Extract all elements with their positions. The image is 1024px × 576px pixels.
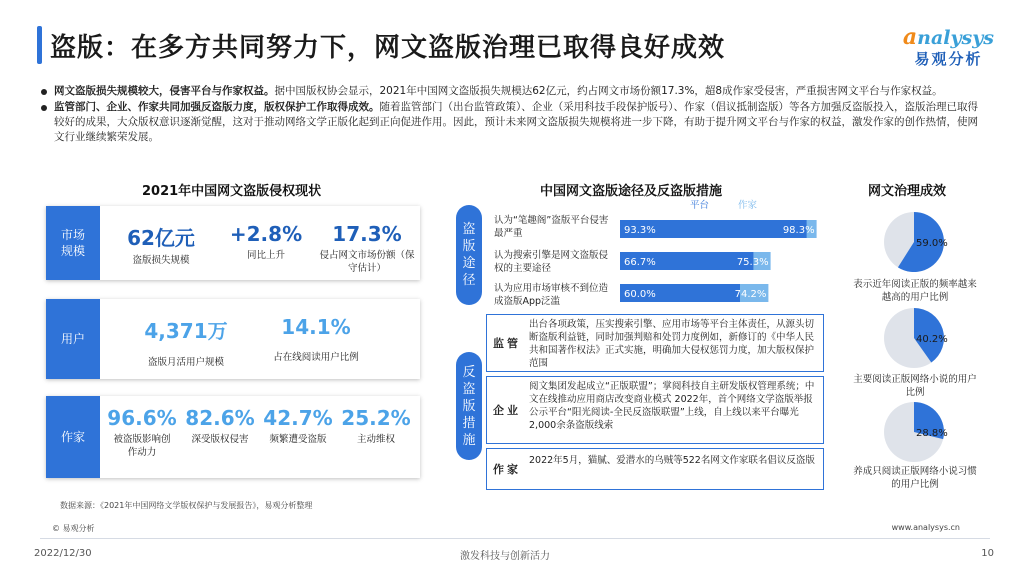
stat-loss-scale-label: 盗版损失规模	[132, 255, 190, 266]
stat-author-motivation	[102, 406, 182, 459]
pie-label-1: 表示近年阅读正版的频率越来越高的用户比例	[853, 279, 977, 303]
market-scale-card	[46, 206, 420, 280]
bullet-1-bold: 网文盗版损失规模较大，侵害平台与作家权益。	[54, 85, 275, 97]
legend-author: 作家	[738, 200, 758, 211]
stat-market-share-value: 17.3%	[332, 222, 402, 246]
logo-english-rest: nalysys	[917, 27, 994, 49]
copyright: © 易观分析	[52, 524, 95, 533]
stat-author-frequent-label: 频繁遭受盗版	[269, 434, 327, 445]
middle-section-title: 中国网文盗版途径及反盗版措施	[540, 184, 723, 199]
measure-regulator	[486, 314, 824, 372]
authors-tag: 作家	[46, 396, 100, 478]
bar-platform-label-3: 60.0%	[624, 289, 656, 300]
measure-enterprise-tag: 企业	[493, 404, 521, 417]
bar-author-label-1: 98.3%	[782, 225, 815, 236]
piracy-route-bar-chart	[620, 196, 830, 308]
footer-slogan: 激发科技与创新活力	[460, 551, 550, 562]
bullet-2-bold: 监管部门、企业、作家共同加强反盗版力度，版权保护工作取得成效。	[54, 101, 380, 113]
data-source: 数据来源：《2021年中国网络文学版权保护与发展报告》，易观分析整理	[60, 501, 313, 510]
summary-bullets	[40, 84, 980, 146]
bar-platform-label-2: 66.7%	[624, 257, 656, 268]
route-label-1: 认为“笔趣阁”盗版平台侵害最严重	[494, 215, 609, 239]
pie-label-2: 主要阅读正版网络小说的用户比例	[853, 374, 977, 398]
market-scale-tag: 市场规模	[46, 206, 100, 280]
bullet-2-text: 随着监管部门（出台监管政策）、企业（采用科技手段保护版号）、作家（倡议抵制盗版）等各方加强反盗版投入，盗版治理已取得较好的成果，大众版权意识逐渐觉醒，这对于推动网络文学正版化起到正向促进作用。因此，预计未来网文盗版损失规模将进一步下降，有助于提升网文平台与作家的权益，激发作家的创作热情，使网文行业继续繁荣发展。	[54, 101, 978, 143]
bullet-1	[40, 84, 980, 99]
legend-platform: 平台	[690, 200, 710, 211]
governance-pie-charts	[870, 210, 970, 470]
route-label-3: 认为应用市场审核不到位造成盗版App泛滥	[494, 283, 609, 307]
stat-author-infringed-value: 82.6%	[185, 406, 255, 430]
measure-regulator-text: 出台各项政策，压实搜索引擎、应用市场等平台主体责任，从源头切断盗版利益链，同时加强判赔和处罚力度例如，新修订的《中华人民共和国著作权法》正式实施，明确加大侵权惩罚力度，加大版权保护范围	[529, 319, 815, 369]
page-title: 盗版：在多方共同努力下，网文盗版治理已取得良好成效	[50, 33, 726, 63]
stat-pirate-ratio-label: 占在线阅读用户比例	[273, 352, 359, 363]
stat-author-motivation-label: 被盗版影响创作动力	[113, 434, 171, 458]
stat-yoy-label: 同比上升	[246, 250, 285, 261]
page-number: 10	[981, 548, 994, 559]
bullet-2	[40, 100, 980, 145]
anti-piracy-tag: 反盗版措施	[456, 352, 482, 460]
pie-value-2: 40.2%	[916, 334, 948, 345]
stat-author-defend-label: 主动维权	[356, 434, 395, 445]
title-accent-bar	[37, 26, 42, 64]
stat-loss-scale	[106, 222, 216, 267]
stat-yoy	[216, 222, 316, 262]
footer-divider	[40, 538, 990, 539]
logo-chinese: 易观分析	[914, 50, 983, 68]
analysys-logo	[903, 24, 994, 69]
stat-yoy-value: +2.8%	[229, 222, 303, 246]
stat-author-infringed-label: 深受版权侵害	[191, 434, 249, 445]
bar-author-label-3: 74.2%	[734, 289, 767, 300]
authors-card	[46, 396, 420, 478]
stat-market-share-label: 侵占网文市场份额（保守估计）	[319, 250, 415, 274]
measure-author-text: 2022年5月，猫腻、爱潜水的乌贼等522名网文作家联名倡议反盗版	[529, 455, 815, 466]
right-section-title: 网文治理成效	[868, 184, 947, 199]
pie-value-3: 28.8%	[916, 428, 948, 439]
piracy-route-tag: 盗版途径	[456, 205, 482, 305]
stat-pirate-ratio-value: 14.1%	[281, 315, 351, 339]
bar-platform-label-1: 93.3%	[624, 225, 656, 236]
stat-author-defend-value: 25.2%	[341, 406, 411, 430]
website: www.analysys.cn	[891, 523, 960, 532]
logo-english	[903, 24, 994, 50]
pie-label-3: 养成只阅读正版网络小说习惯的用户比例	[853, 466, 977, 490]
measure-enterprise-text: 阅文集团发起成立“正版联盟”；掌阅科技自主研发版权管理系统；中文在线推动应用商店改变商业模式 2022年，首个网络文学盗版举报公示平台“阳光阅读-全民反盗版联盟”上线，自上线以来平台曝光2,000余条盗版线索	[529, 381, 815, 431]
stat-author-frequent-value: 42.7%	[263, 406, 333, 430]
measure-author-tag: 作家	[493, 463, 521, 476]
measure-enterprise	[486, 376, 824, 444]
stat-pirate-mau-value: 4,371万	[144, 319, 228, 343]
bar-author-label-2: 75.3%	[736, 257, 769, 268]
stat-author-frequent	[258, 406, 338, 446]
left-section-title: 2021年中国网文盗版侵权现状	[142, 184, 322, 199]
stat-pirate-ratio	[246, 315, 386, 364]
stat-author-infringed	[180, 406, 260, 446]
stat-pirate-mau	[116, 315, 256, 369]
stat-author-defend	[336, 406, 416, 446]
route-label-2: 认为搜索引擎是网文盗版侵权的主要途径	[494, 250, 609, 274]
measure-author	[486, 448, 824, 490]
report-date: 2022/12/30	[34, 548, 92, 559]
measure-regulator-tag: 监管	[493, 337, 521, 350]
pie-value-1: 59.0%	[916, 238, 948, 249]
logo-english-first: a	[902, 24, 918, 50]
stat-market-share	[318, 222, 416, 275]
users-card	[46, 299, 420, 379]
stat-pirate-mau-label: 盗版月活用户规模	[147, 357, 224, 368]
users-tag: 用户	[46, 299, 100, 379]
stat-loss-scale-value: 62亿元	[127, 226, 195, 250]
bullet-1-text: 据中国版权协会显示，2021年中国网文盗版损失规模达62亿元，约占网文市场份额17.3%，超8成作家受侵害，严重损害网文平台与作家权益。	[274, 85, 943, 97]
stat-author-motivation-value: 96.6%	[107, 406, 177, 430]
